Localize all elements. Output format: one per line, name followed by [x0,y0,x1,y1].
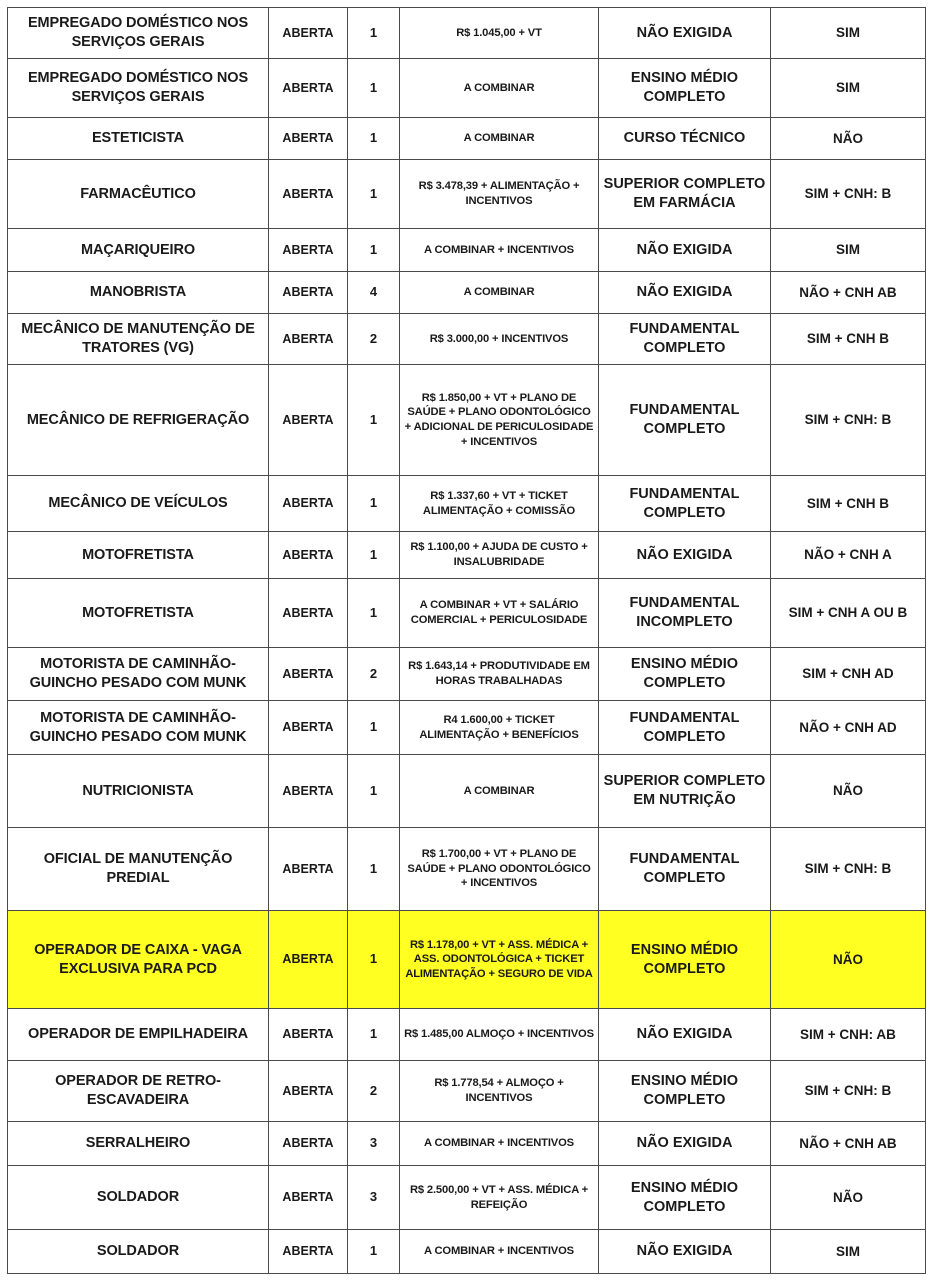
vacancies-cell: 1 [348,476,400,532]
vacancies-cell: 1 [348,911,400,1009]
experience-cell: SIM + CNH: AB [771,1009,926,1061]
vacancies-cell: 2 [348,648,400,701]
salary-benefits-cell: A COMBINAR + INCENTIVOS [400,229,599,272]
education-cell: NÃO EXIGIDA [599,272,771,314]
table-row [8,532,926,579]
salary-benefits-cell: R$ 1.178,00 + VT + ASS. MÉDICA + ASS. ODONTOLÓGICA + TICKET ALIMENTAÇÃO + SEGURO DE VIDA [400,911,599,1009]
table-row [8,648,926,701]
job-title-cell: OPERADOR DE RETRO-ESCAVADEIRA [8,1061,269,1122]
salary-benefits-cell: A COMBINAR + VT + SALÁRIO COMERCIAL + PERICULOSIDADE [400,579,599,648]
job-title-cell: MOTOFRETISTA [8,579,269,648]
job-title-cell: OPERADOR DE EMPILHADEIRA [8,1009,269,1061]
status-cell: ABERTA [269,1166,348,1230]
status-cell: ABERTA [269,648,348,701]
job-openings-table [7,7,926,1274]
status-cell: ABERTA [269,755,348,828]
status-cell: ABERTA [269,532,348,579]
table-row [8,579,926,648]
education-cell: NÃO EXIGIDA [599,229,771,272]
education-cell: ENSINO MÉDIO COMPLETO [599,1166,771,1230]
status-cell: ABERTA [269,8,348,59]
job-title-cell: MOTOFRETISTA [8,532,269,579]
salary-benefits-cell: A COMBINAR [400,755,599,828]
status-cell: ABERTA [269,365,348,476]
vacancies-cell: 1 [348,701,400,755]
vacancies-cell: 1 [348,1230,400,1274]
status-cell: ABERTA [269,59,348,118]
education-cell: NÃO EXIGIDA [599,8,771,59]
experience-cell: SIM + CNH: B [771,828,926,911]
salary-benefits-cell: R$ 1.045,00 + VT [400,8,599,59]
experience-cell: SIM [771,229,926,272]
vacancies-cell: 1 [348,1009,400,1061]
education-cell: FUNDAMENTAL COMPLETO [599,828,771,911]
experience-cell: SIM [771,1230,926,1274]
status-cell: ABERTA [269,229,348,272]
experience-cell: NÃO [771,1166,926,1230]
salary-benefits-cell: R$ 1.337,60 + VT + TICKET ALIMENTAÇÃO + COMISSÃO [400,476,599,532]
job-openings-body [8,8,926,1274]
table-row [8,229,926,272]
table-row [8,1061,926,1122]
education-cell: FUNDAMENTAL COMPLETO [599,314,771,365]
status-cell: ABERTA [269,118,348,160]
status-cell: ABERTA [269,1122,348,1166]
table-row-highlighted [8,911,926,1009]
education-cell: NÃO EXIGIDA [599,1122,771,1166]
table-row [8,1166,926,1230]
job-title-cell: EMPREGADO DOMÉSTICO NOS SERVIÇOS GERAIS [8,59,269,118]
education-cell: ENSINO MÉDIO COMPLETO [599,911,771,1009]
salary-benefits-cell: R$ 3.478,39 + ALIMENTAÇÃO + INCENTIVOS [400,160,599,229]
education-cell: SUPERIOR COMPLETO EM NUTRIÇÃO [599,755,771,828]
experience-cell: NÃO + CNH AB [771,1122,926,1166]
education-cell: ENSINO MÉDIO COMPLETO [599,1061,771,1122]
job-title-cell: SOLDADOR [8,1166,269,1230]
experience-cell: NÃO + CNH AB [771,272,926,314]
education-cell: ENSINO MÉDIO COMPLETO [599,648,771,701]
table-row [8,365,926,476]
status-cell: ABERTA [269,1061,348,1122]
table-row [8,272,926,314]
job-title-cell: MAÇARIQUEIRO [8,229,269,272]
table-row [8,118,926,160]
table-row [8,314,926,365]
table-row [8,160,926,229]
table-row [8,755,926,828]
experience-cell: SIM + CNH A OU B [771,579,926,648]
status-cell: ABERTA [269,476,348,532]
experience-cell: NÃO + CNH A [771,532,926,579]
experience-cell: NÃO [771,118,926,160]
education-cell: CURSO TÉCNICO [599,118,771,160]
salary-benefits-cell: R$ 3.000,00 + INCENTIVOS [400,314,599,365]
job-title-cell: MECÂNICO DE REFRIGERAÇÃO [8,365,269,476]
vacancies-cell: 1 [348,828,400,911]
job-title-cell: MANOBRISTA [8,272,269,314]
table-row [8,828,926,911]
salary-benefits-cell: R$ 2.500,00 + VT + ASS. MÉDICA + REFEIÇÃO [400,1166,599,1230]
status-cell: ABERTA [269,1230,348,1274]
job-title-cell: NUTRICIONISTA [8,755,269,828]
table-row [8,1230,926,1274]
education-cell: NÃO EXIGIDA [599,1230,771,1274]
job-title-cell: ESTETICISTA [8,118,269,160]
salary-benefits-cell: A COMBINAR + INCENTIVOS [400,1230,599,1274]
experience-cell: NÃO + CNH AD [771,701,926,755]
vacancies-cell: 1 [348,755,400,828]
education-cell: ENSINO MÉDIO COMPLETO [599,59,771,118]
experience-cell: SIM + CNH AD [771,648,926,701]
education-cell: NÃO EXIGIDA [599,1009,771,1061]
experience-cell: SIM + CNH B [771,476,926,532]
vacancies-cell: 1 [348,229,400,272]
vacancies-cell: 1 [348,532,400,579]
education-cell: NÃO EXIGIDA [599,532,771,579]
salary-benefits-cell: R$ 1.643,14 + PRODUTIVIDADE EM HORAS TRABALHADAS [400,648,599,701]
salary-benefits-cell: R$ 1.100,00 + AJUDA DE CUSTO + INSALUBRIDADE [400,532,599,579]
experience-cell: SIM [771,8,926,59]
status-cell: ABERTA [269,1009,348,1061]
salary-benefits-cell: R4 1.600,00 + TICKET ALIMENTAÇÃO + BENEFÍCIOS [400,701,599,755]
job-title-cell: MOTORISTA DE CAMINHÃO-GUINCHO PESADO COM MUNK [8,648,269,701]
salary-benefits-cell: A COMBINAR [400,59,599,118]
experience-cell: NÃO [771,755,926,828]
status-cell: ABERTA [269,701,348,755]
job-title-cell: MOTORISTA DE CAMINHÃO-GUINCHO PESADO COM MUNK [8,701,269,755]
education-cell: FUNDAMENTAL COMPLETO [599,365,771,476]
status-cell: ABERTA [269,160,348,229]
vacancies-cell: 2 [348,1061,400,1122]
education-cell: FUNDAMENTAL INCOMPLETO [599,579,771,648]
job-title-cell: MECÂNICO DE VEÍCULOS [8,476,269,532]
vacancies-cell: 1 [348,118,400,160]
status-cell: ABERTA [269,272,348,314]
table-row [8,476,926,532]
salary-benefits-cell: A COMBINAR [400,272,599,314]
salary-benefits-cell: R$ 1.850,00 + VT + PLANO DE SAÚDE + PLANO ODONTOLÓGICO + ADICIONAL DE PERICULOSIDADE + INCENTIVOS [400,365,599,476]
education-cell: FUNDAMENTAL COMPLETO [599,476,771,532]
job-title-cell: FARMACÊUTICO [8,160,269,229]
experience-cell: SIM + CNH: B [771,160,926,229]
table-row [8,8,926,59]
table-row [8,1122,926,1166]
salary-benefits-cell: A COMBINAR [400,118,599,160]
job-title-cell: OFICIAL DE MANUTENÇÃO PREDIAL [8,828,269,911]
experience-cell: SIM + CNH B [771,314,926,365]
job-title-cell: EMPREGADO DOMÉSTICO NOS SERVIÇOS GERAIS [8,8,269,59]
vacancies-cell: 1 [348,8,400,59]
job-title-cell: SERRALHEIRO [8,1122,269,1166]
status-cell: ABERTA [269,911,348,1009]
table-row [8,1009,926,1061]
experience-cell: NÃO [771,911,926,1009]
salary-benefits-cell: A COMBINAR + INCENTIVOS [400,1122,599,1166]
table-row [8,59,926,118]
vacancies-cell: 3 [348,1122,400,1166]
experience-cell: SIM + CNH: B [771,1061,926,1122]
salary-benefits-cell: R$ 1.485,00 ALMOÇO + INCENTIVOS [400,1009,599,1061]
vacancies-cell: 1 [348,160,400,229]
salary-benefits-cell: R$ 1.778,54 + ALMOÇO + INCENTIVOS [400,1061,599,1122]
vacancies-cell: 1 [348,365,400,476]
salary-benefits-cell: R$ 1.700,00 + VT + PLANO DE SAÚDE + PLANO ODONTOLÓGICO + INCENTIVOS [400,828,599,911]
job-title-cell: MECÂNICO DE MANUTENÇÃO DE TRATORES (VG) [8,314,269,365]
vacancies-cell: 3 [348,1166,400,1230]
education-cell: FUNDAMENTAL COMPLETO [599,701,771,755]
experience-cell: SIM + CNH: B [771,365,926,476]
education-cell: SUPERIOR COMPLETO EM FARMÁCIA [599,160,771,229]
vacancies-cell: 4 [348,272,400,314]
job-title-cell: OPERADOR DE CAIXA - VAGA EXCLUSIVA PARA PCD [8,911,269,1009]
status-cell: ABERTA [269,828,348,911]
vacancies-cell: 1 [348,59,400,118]
vacancies-cell: 1 [348,579,400,648]
table-row [8,701,926,755]
job-title-cell: SOLDADOR [8,1230,269,1274]
vacancies-cell: 2 [348,314,400,365]
status-cell: ABERTA [269,314,348,365]
status-cell: ABERTA [269,579,348,648]
experience-cell: SIM [771,59,926,118]
